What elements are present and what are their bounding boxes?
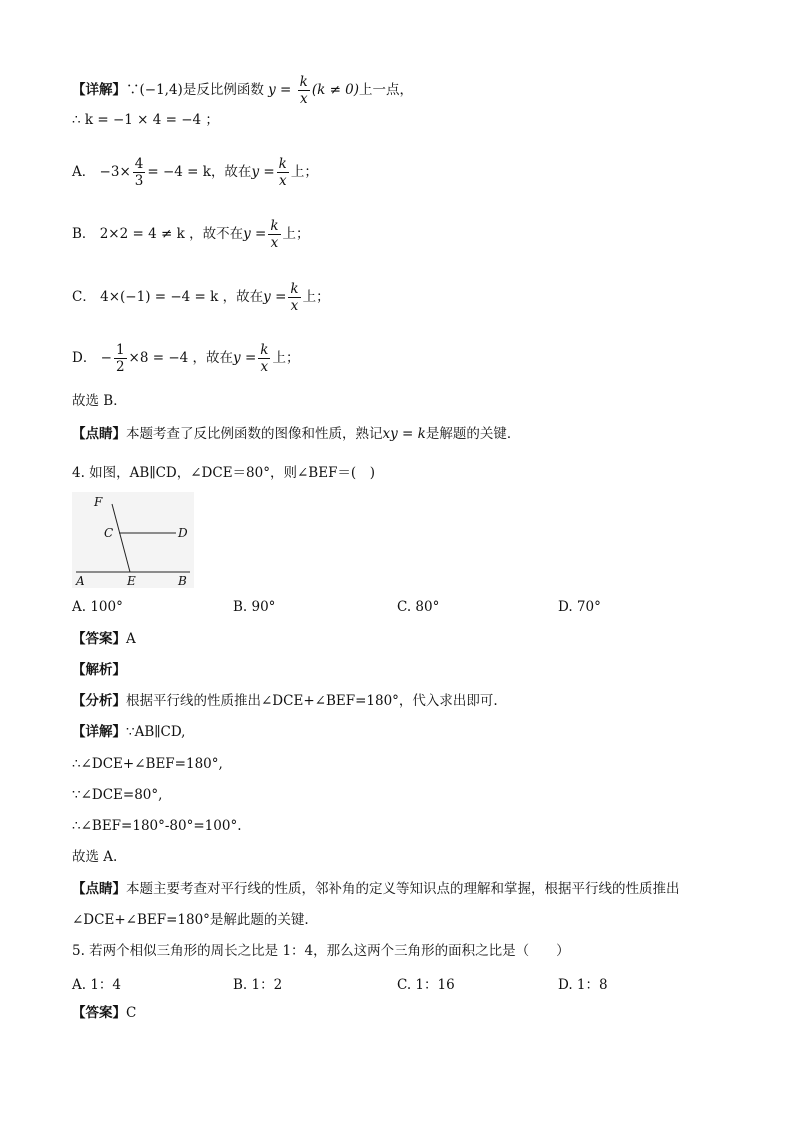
- func-lhs: y =: [243, 226, 267, 242]
- option-b-expr: 2×2 = 4 ≠ k: [99, 226, 185, 242]
- func-lhs: y =: [251, 164, 275, 180]
- option-d-line: [72, 342, 299, 375]
- because-symbol: ∵: [126, 82, 140, 98]
- q4-detail-line-4: [72, 817, 241, 835]
- choose-b-text: 故选 B．: [72, 393, 127, 409]
- comment-label: 【点睛】: [72, 881, 126, 897]
- option-b-prefix: B．: [72, 226, 96, 242]
- q5-option-d: D. 1：8: [558, 977, 608, 993]
- q5-option-a: A. 1：4: [72, 977, 122, 993]
- q4-detail-line-2: [72, 755, 223, 773]
- therefore-line: [72, 111, 219, 129]
- frac-numerator: k: [278, 156, 287, 172]
- q4-comment-line-2: [72, 911, 309, 929]
- q4-detail-line-1: [72, 723, 185, 741]
- q4-analyze-text: 根据平行线的性质推出∠DCE+∠BEF=180°，代入求出即可.: [126, 693, 498, 709]
- option-a-expr-tail: = −4 = k: [147, 164, 211, 180]
- detail-label: 【详解】: [72, 82, 126, 98]
- option-a-expr: −3×: [99, 164, 131, 180]
- analyze-label: 【分析】: [72, 693, 126, 709]
- on-text: 上；: [302, 289, 330, 305]
- func-lhs: y =: [268, 82, 292, 98]
- frac-denominator: x: [278, 173, 287, 189]
- q4-detail-3: ∵∠DCE=80°,: [72, 787, 163, 803]
- q4-figure: [72, 492, 194, 588]
- q4-option-d: D. 70°: [558, 599, 601, 615]
- frac-numerator: k: [290, 281, 299, 297]
- on-text: 上；: [290, 164, 318, 180]
- on-text: 上；: [272, 350, 300, 366]
- frac-denominator: x: [290, 298, 299, 314]
- option-b-line: [72, 218, 310, 251]
- q4-answer-line: [72, 630, 136, 648]
- q4-stem: [72, 464, 375, 482]
- answer-label: 【答案】: [72, 631, 126, 647]
- option-a-fraction: [133, 156, 146, 189]
- detail-intro-end: 上一点，: [359, 82, 414, 98]
- on-text: 上；: [282, 226, 310, 242]
- k-condition: (k ≠ 0): [311, 82, 360, 98]
- func-fraction: [298, 74, 310, 107]
- q4-analysis-line: [72, 661, 126, 679]
- func-lhs: y =: [233, 350, 257, 366]
- analysis-label: 【解析】: [72, 662, 126, 678]
- label-d: D: [178, 526, 188, 540]
- q4-detail-2: ∴∠DCE+∠BEF=180°,: [72, 756, 223, 772]
- label-a: A: [76, 574, 85, 588]
- option-c-line: [72, 281, 330, 314]
- option-d-verdict: ，故在: [192, 350, 234, 366]
- label-e: E: [127, 574, 136, 588]
- q4-detail-4: ∴∠BEF=180°-80°=100°.: [72, 818, 242, 834]
- option-a-line: [72, 156, 318, 189]
- q4-comment-1: 本题主要考查对平行线的性质，邻补角的定义等知识点的理解和掌握，根据平行线的性质推出: [126, 881, 680, 897]
- frac-numerator: k: [299, 74, 308, 90]
- option-c-expr: 4×(−1) = −4 = k: [100, 289, 219, 305]
- q4-choose-line: [72, 848, 117, 866]
- frac-denominator: x: [270, 235, 279, 251]
- option-d-fraction: [114, 342, 127, 375]
- q5-stem-text: 5. 若两个相似三角形的周长之比是 1：4，那么这两个三角形的面积之比是（ ）: [72, 943, 570, 959]
- frac-denominator: 3: [134, 173, 144, 189]
- frac-numerator: 4: [134, 156, 144, 172]
- option-a-prefix: A．: [72, 164, 96, 180]
- q5-stem: [72, 942, 570, 960]
- q4-comment-2: ∠DCE+∠BEF=180°是解此题的关键.: [72, 912, 309, 928]
- frac-denominator: x: [299, 91, 308, 107]
- answer-label: 【答案】: [72, 1005, 126, 1021]
- frac-denominator: 2: [115, 359, 125, 375]
- option-d-expr: −: [100, 350, 112, 366]
- frac-numerator: 1: [115, 342, 125, 358]
- q4-detail-1: ∵AB∥CD,: [126, 724, 186, 740]
- func-lhs: y =: [263, 289, 287, 305]
- q4-option-c: C. 80°: [397, 599, 440, 615]
- q4-choose: 故选 A.: [72, 849, 118, 865]
- q5-option-c: C. 1：16: [397, 977, 455, 993]
- point-coord: (−1,4): [139, 82, 183, 98]
- q4-answer: A: [126, 631, 136, 647]
- option-a-verdict: ，故在: [210, 164, 252, 180]
- option-d-prefix: D．: [72, 350, 97, 366]
- comment-text-end: 是解题的关键．: [425, 426, 521, 442]
- option-d-expr-tail: ×8 = −4: [128, 350, 189, 366]
- choose-b-line: [72, 392, 127, 410]
- option-c-prefix: C．: [72, 289, 96, 305]
- frac-numerator: k: [270, 218, 279, 234]
- q4-detail-line-3: [72, 786, 162, 804]
- detail-intro-text: 是反比例函数: [182, 82, 264, 98]
- comment-formula: xy = k: [382, 426, 426, 442]
- q4-stem-text: 4. 如图，AB∥CD，∠DCE＝80°，则∠BEF＝( ): [72, 465, 375, 481]
- func-fraction: [277, 156, 289, 189]
- detail-intro-line: [72, 74, 413, 107]
- frac-denominator: x: [260, 359, 269, 375]
- func-fraction: [288, 281, 300, 314]
- label-b: B: [178, 574, 187, 588]
- option-b-verdict: ，故不在: [189, 226, 244, 242]
- comment-text: 本题考查了反比例函数的图像和性质，熟记: [126, 426, 383, 442]
- q4-analyze-line: [72, 692, 498, 710]
- frac-numerator: k: [260, 342, 269, 358]
- comment-label: 【点睛】: [72, 426, 126, 442]
- func-fraction: [258, 342, 270, 375]
- therefore-text: ∴ k = −1 × 4 = −4 ；: [72, 112, 219, 128]
- label-f: F: [94, 495, 103, 509]
- func-fraction: [268, 218, 280, 251]
- comment-line-3: [72, 425, 520, 443]
- q5-answer-line: [72, 1004, 136, 1022]
- option-c-verdict: ，故在: [222, 289, 264, 305]
- q5-option-b: B. 1：2: [233, 977, 283, 993]
- label-c: C: [104, 526, 114, 540]
- q4-option-a: A. 100°: [72, 599, 123, 615]
- detail-label: 【详解】: [72, 724, 126, 740]
- q4-comment-line-1: [72, 880, 680, 898]
- q5-answer: C: [126, 1005, 137, 1021]
- q4-option-b: B. 90°: [233, 599, 276, 615]
